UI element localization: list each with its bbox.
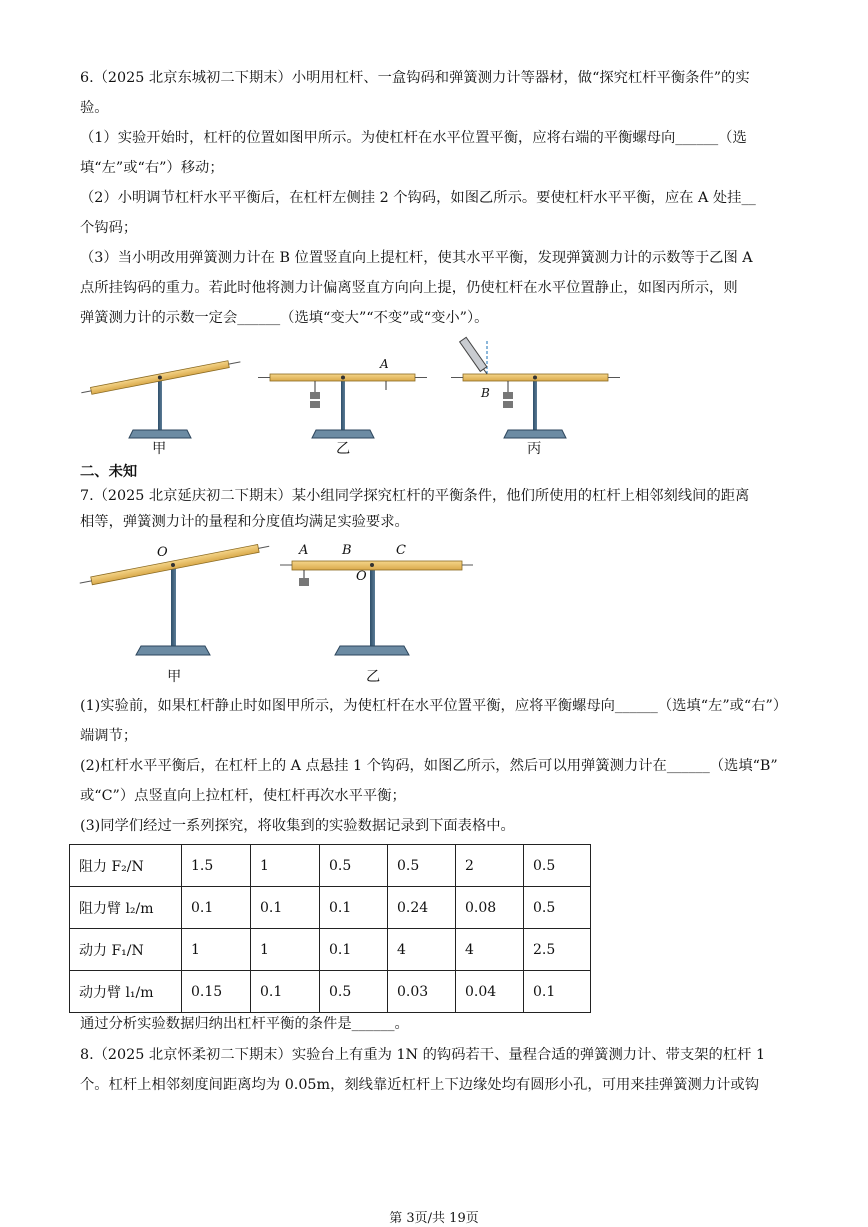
- q6-part3-line-1: （3）当小明改用弹簧测力计在 B 位置竖直向上提杠杆，使其水平平衡，发现弹簧测力计的示数等于乙图 A: [80, 250, 753, 266]
- table-row-label: 阻力 F₂/N: [70, 845, 182, 887]
- table-cell: 0.1: [320, 929, 388, 971]
- table-row: [70, 845, 591, 887]
- q7-stem-line-2: 相等，弹簧测力计的量程和分度值均满足实验要求。: [80, 514, 409, 530]
- table-cell: 1: [251, 845, 320, 887]
- fig-yi-caption: 乙: [336, 441, 351, 457]
- table-cell: 0.5: [320, 845, 388, 887]
- table-row: [70, 929, 591, 971]
- q6-part2-line-1: （2）小明调节杠杆水平平衡后，在杠杆左侧挂 2 个钩码，如图乙所示。要使杠杆水平平衡，应在 A 处挂__: [80, 190, 756, 206]
- q6-stem-line-1: 6.（2025 北京东城初二下期末）小明用杠杆、一盒钩码和弹簧测力计等器材，做“探究杠杆平衡条件”的实: [80, 70, 750, 86]
- table-cell: 1: [251, 929, 320, 971]
- q7-figure: [75, 538, 515, 663]
- q7-fig-yi-caption: 乙: [366, 669, 381, 685]
- table-cell: 4: [388, 929, 456, 971]
- table-cell: 0.03: [388, 971, 456, 1013]
- table-cell: 0.15: [182, 971, 251, 1013]
- table-cell: 2: [456, 845, 524, 887]
- fig-bing-lever: [451, 337, 620, 438]
- table-cell: 0.1: [320, 887, 388, 929]
- q6-part2-line-2: 个钩码；: [80, 220, 138, 236]
- q7-conclusion: 通过分析实验数据归纳出杠杆平衡的条件是______。: [80, 1016, 409, 1032]
- table-cell: 0.5: [524, 845, 591, 887]
- q7-fig-yi-lever: [280, 561, 473, 655]
- table-cell: 0.5: [388, 845, 456, 887]
- q7-data-table: [69, 844, 591, 1013]
- table-cell: 1: [182, 929, 251, 971]
- table-cell: 0.24: [388, 887, 456, 929]
- table-row: [70, 971, 591, 1013]
- q8-stem-line-1: 8.（2025 北京怀柔初二下期末）实验台上有重为 1N 的钩码若干、量程合适的弹簧测力计、带支架的杠杆 1: [80, 1047, 766, 1063]
- fig-yi-lever: [258, 374, 427, 438]
- table-row: [70, 887, 591, 929]
- table-cell: 0.5: [524, 887, 591, 929]
- fig-bing-label-B: B: [481, 386, 490, 400]
- q7-part1-line-1: (1)实验前，如果杠杆静止时如图甲所示，为使杠杆在水平位置平衡，应将平衡螺母向______（选填“左”或“右”）: [80, 698, 788, 714]
- q7-fig-jia-lever: [79, 542, 270, 655]
- q6-stem-line-2: 验。: [80, 100, 109, 116]
- q6-part1-line-2: 填“左”或“右”）移动；: [80, 160, 224, 176]
- q7-fig-jia-label-O: O: [157, 545, 168, 560]
- q6-part3-line-3: 弹簧测力计的示数一定会______（选填“变大”“不变”或“变小”）。: [80, 310, 489, 326]
- table-cell: 0.04: [456, 971, 524, 1013]
- table-cell: 0.1: [251, 971, 320, 1013]
- page-footer: 第 3页/共 19页: [389, 1211, 479, 1226]
- table-cell: 0.1: [524, 971, 591, 1013]
- q7-part2-line-2: 或“C”）点竖直向上拉杠杆，使杠杆再次水平平衡；: [80, 788, 406, 804]
- table-cell: 2.5: [524, 929, 591, 971]
- fig-jia-lever: [81, 358, 241, 438]
- table-cell: 0.1: [251, 887, 320, 929]
- table-row-label: 动力 F₁/N: [70, 929, 182, 971]
- table-cell: 1.5: [182, 845, 251, 887]
- q6-part1-line-1: （1）实验开始时，杠杆的位置如图甲所示。为使杠杆在水平位置平衡，应将右端的平衡螺母向______（选: [80, 130, 747, 146]
- q7-part1-line-2: 端调节；: [80, 728, 138, 744]
- table-cell: 0.1: [182, 887, 251, 929]
- q7-fig-yi-label-C: C: [396, 543, 406, 558]
- q8-stem-line-2: 个。杠杆上相邻刻度间距离均为 0.05m，刻线靠近杠杆上下边缘处均有圆形小孔，可用来挂弹簧测力计或钩: [80, 1077, 759, 1093]
- section-title: 二、未知: [80, 464, 138, 480]
- q7-part3: (3)同学们经过一系列探究，将收集到的实验数据记录到下面表格中。: [80, 818, 515, 834]
- fig-bing-caption: 丙: [527, 441, 542, 457]
- table-cell: 4: [456, 929, 524, 971]
- table-row-label: 动力臂 l₁/m: [70, 971, 182, 1013]
- q7-fig-jia-caption: 甲: [167, 669, 182, 685]
- q7-fig-yi-label-B: B: [342, 543, 352, 558]
- table-cell: 0.5: [320, 971, 388, 1013]
- q7-fig-yi-label-A: A: [299, 543, 309, 558]
- table-row-label: 阻力臂 l₂/m: [70, 887, 182, 929]
- q7-part2-line-1: (2)杠杆水平平衡后，在杠杆上的 A 点悬挂 1 个钩码，如图乙所示，然后可以用弹簧测力计在______（选填“B”: [80, 758, 778, 774]
- q7-fig-yi-label-O: O: [356, 569, 367, 584]
- fig-yi-label-A: A: [380, 357, 389, 371]
- fig-jia-caption: 甲: [152, 441, 167, 457]
- table-cell: 0.08: [456, 887, 524, 929]
- q6-part3-line-2: 点所挂钩码的重力。若此时他将测力计偏离竖直方向向上提，仍使杠杆在水平位置静止，如图丙所示，则: [80, 280, 738, 296]
- q7-stem-line-1: 7.（2025 北京延庆初二下期末）某小组同学探究杠杆的平衡条件，他们所使用的杠杆上相邻刻线间的距离: [80, 488, 750, 504]
